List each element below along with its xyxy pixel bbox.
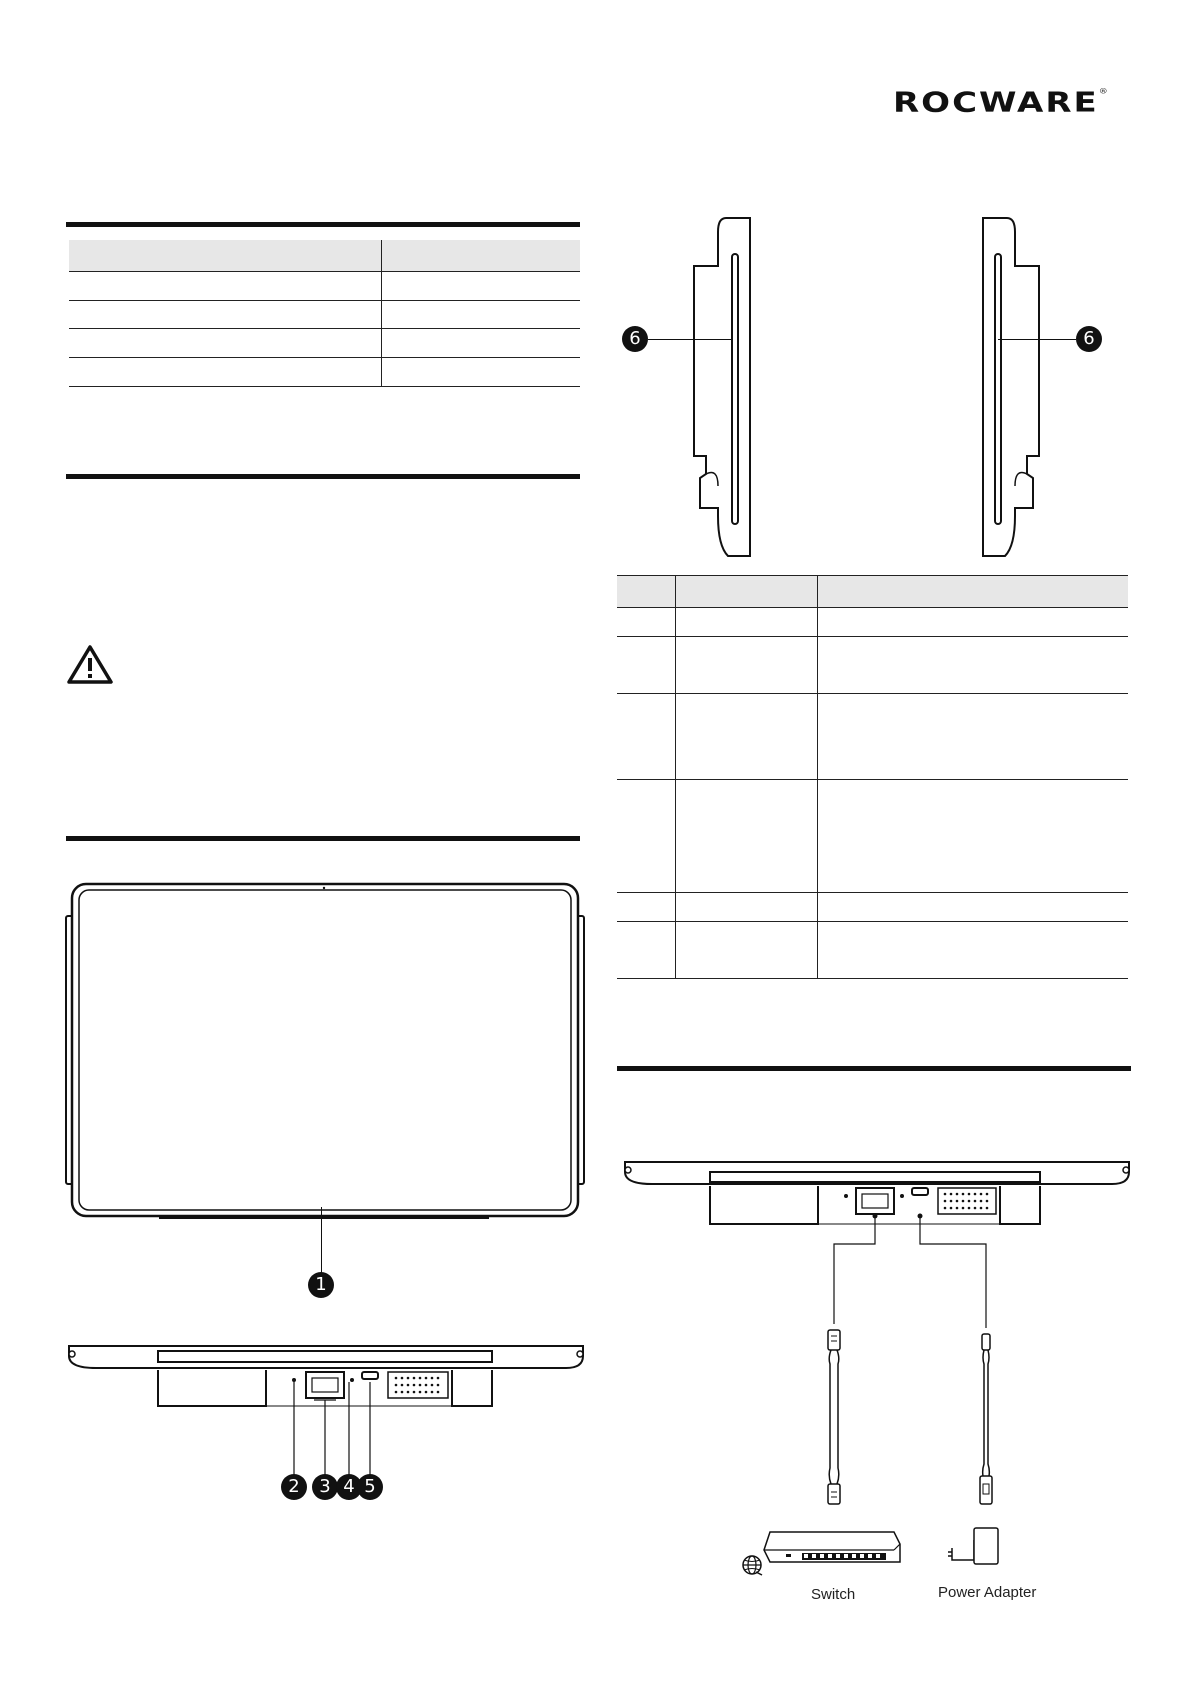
registered-mark: ® <box>1098 87 1108 96</box>
spec-table-divider <box>381 240 382 386</box>
switch-label: Switch <box>811 1586 856 1603</box>
section-rule-connection <box>617 1066 1131 1071</box>
spec-table-row-line <box>69 386 580 387</box>
leader-line-6-right <box>998 339 1076 340</box>
callout-5: 5 <box>357 1474 383 1500</box>
parts-table-header <box>617 576 1128 607</box>
parts-table-row-line <box>617 779 1128 780</box>
section-rule-safety <box>66 474 580 479</box>
section-rule-overview <box>66 836 580 841</box>
callout-6-right: 6 <box>1076 326 1102 352</box>
parts-table-row-line <box>617 607 1128 608</box>
spec-table-row-line <box>69 357 580 358</box>
spec-table-row-line <box>69 271 580 272</box>
parts-table-row-line <box>617 892 1128 893</box>
callout-3: 3 <box>312 1474 338 1500</box>
spec-table-header <box>69 240 580 271</box>
callout-2: 2 <box>281 1474 307 1500</box>
parts-table-row-line <box>617 978 1128 979</box>
connection-diagram <box>622 1158 1142 1608</box>
callout-4: 4 <box>336 1474 362 1500</box>
parts-table-row-line <box>617 921 1128 922</box>
brand-logo-text: ROCWARE <box>893 86 1099 119</box>
brand-logo <box>893 86 1108 119</box>
globe-icon <box>741 1554 763 1576</box>
spec-table-row-line <box>69 300 580 301</box>
leader-line-6-left <box>648 339 732 340</box>
warning-triangle-icon <box>67 644 113 684</box>
parts-table-row-line <box>617 693 1128 694</box>
spec-table-row-line <box>69 328 580 329</box>
bottom-leader-lines <box>66 1380 406 1490</box>
device-side-right-illustration <box>975 216 1045 560</box>
parts-table-row-line <box>617 636 1128 637</box>
callout-1: 1 <box>308 1272 334 1298</box>
power-adapter-label: Power Adapter <box>938 1584 1037 1601</box>
parts-table-top-line <box>617 575 1128 576</box>
section-rule-specs <box>66 222 580 227</box>
device-side-left-illustration <box>688 216 758 560</box>
callout-6-left: 6 <box>622 326 648 352</box>
device-front-illustration <box>64 880 586 1226</box>
